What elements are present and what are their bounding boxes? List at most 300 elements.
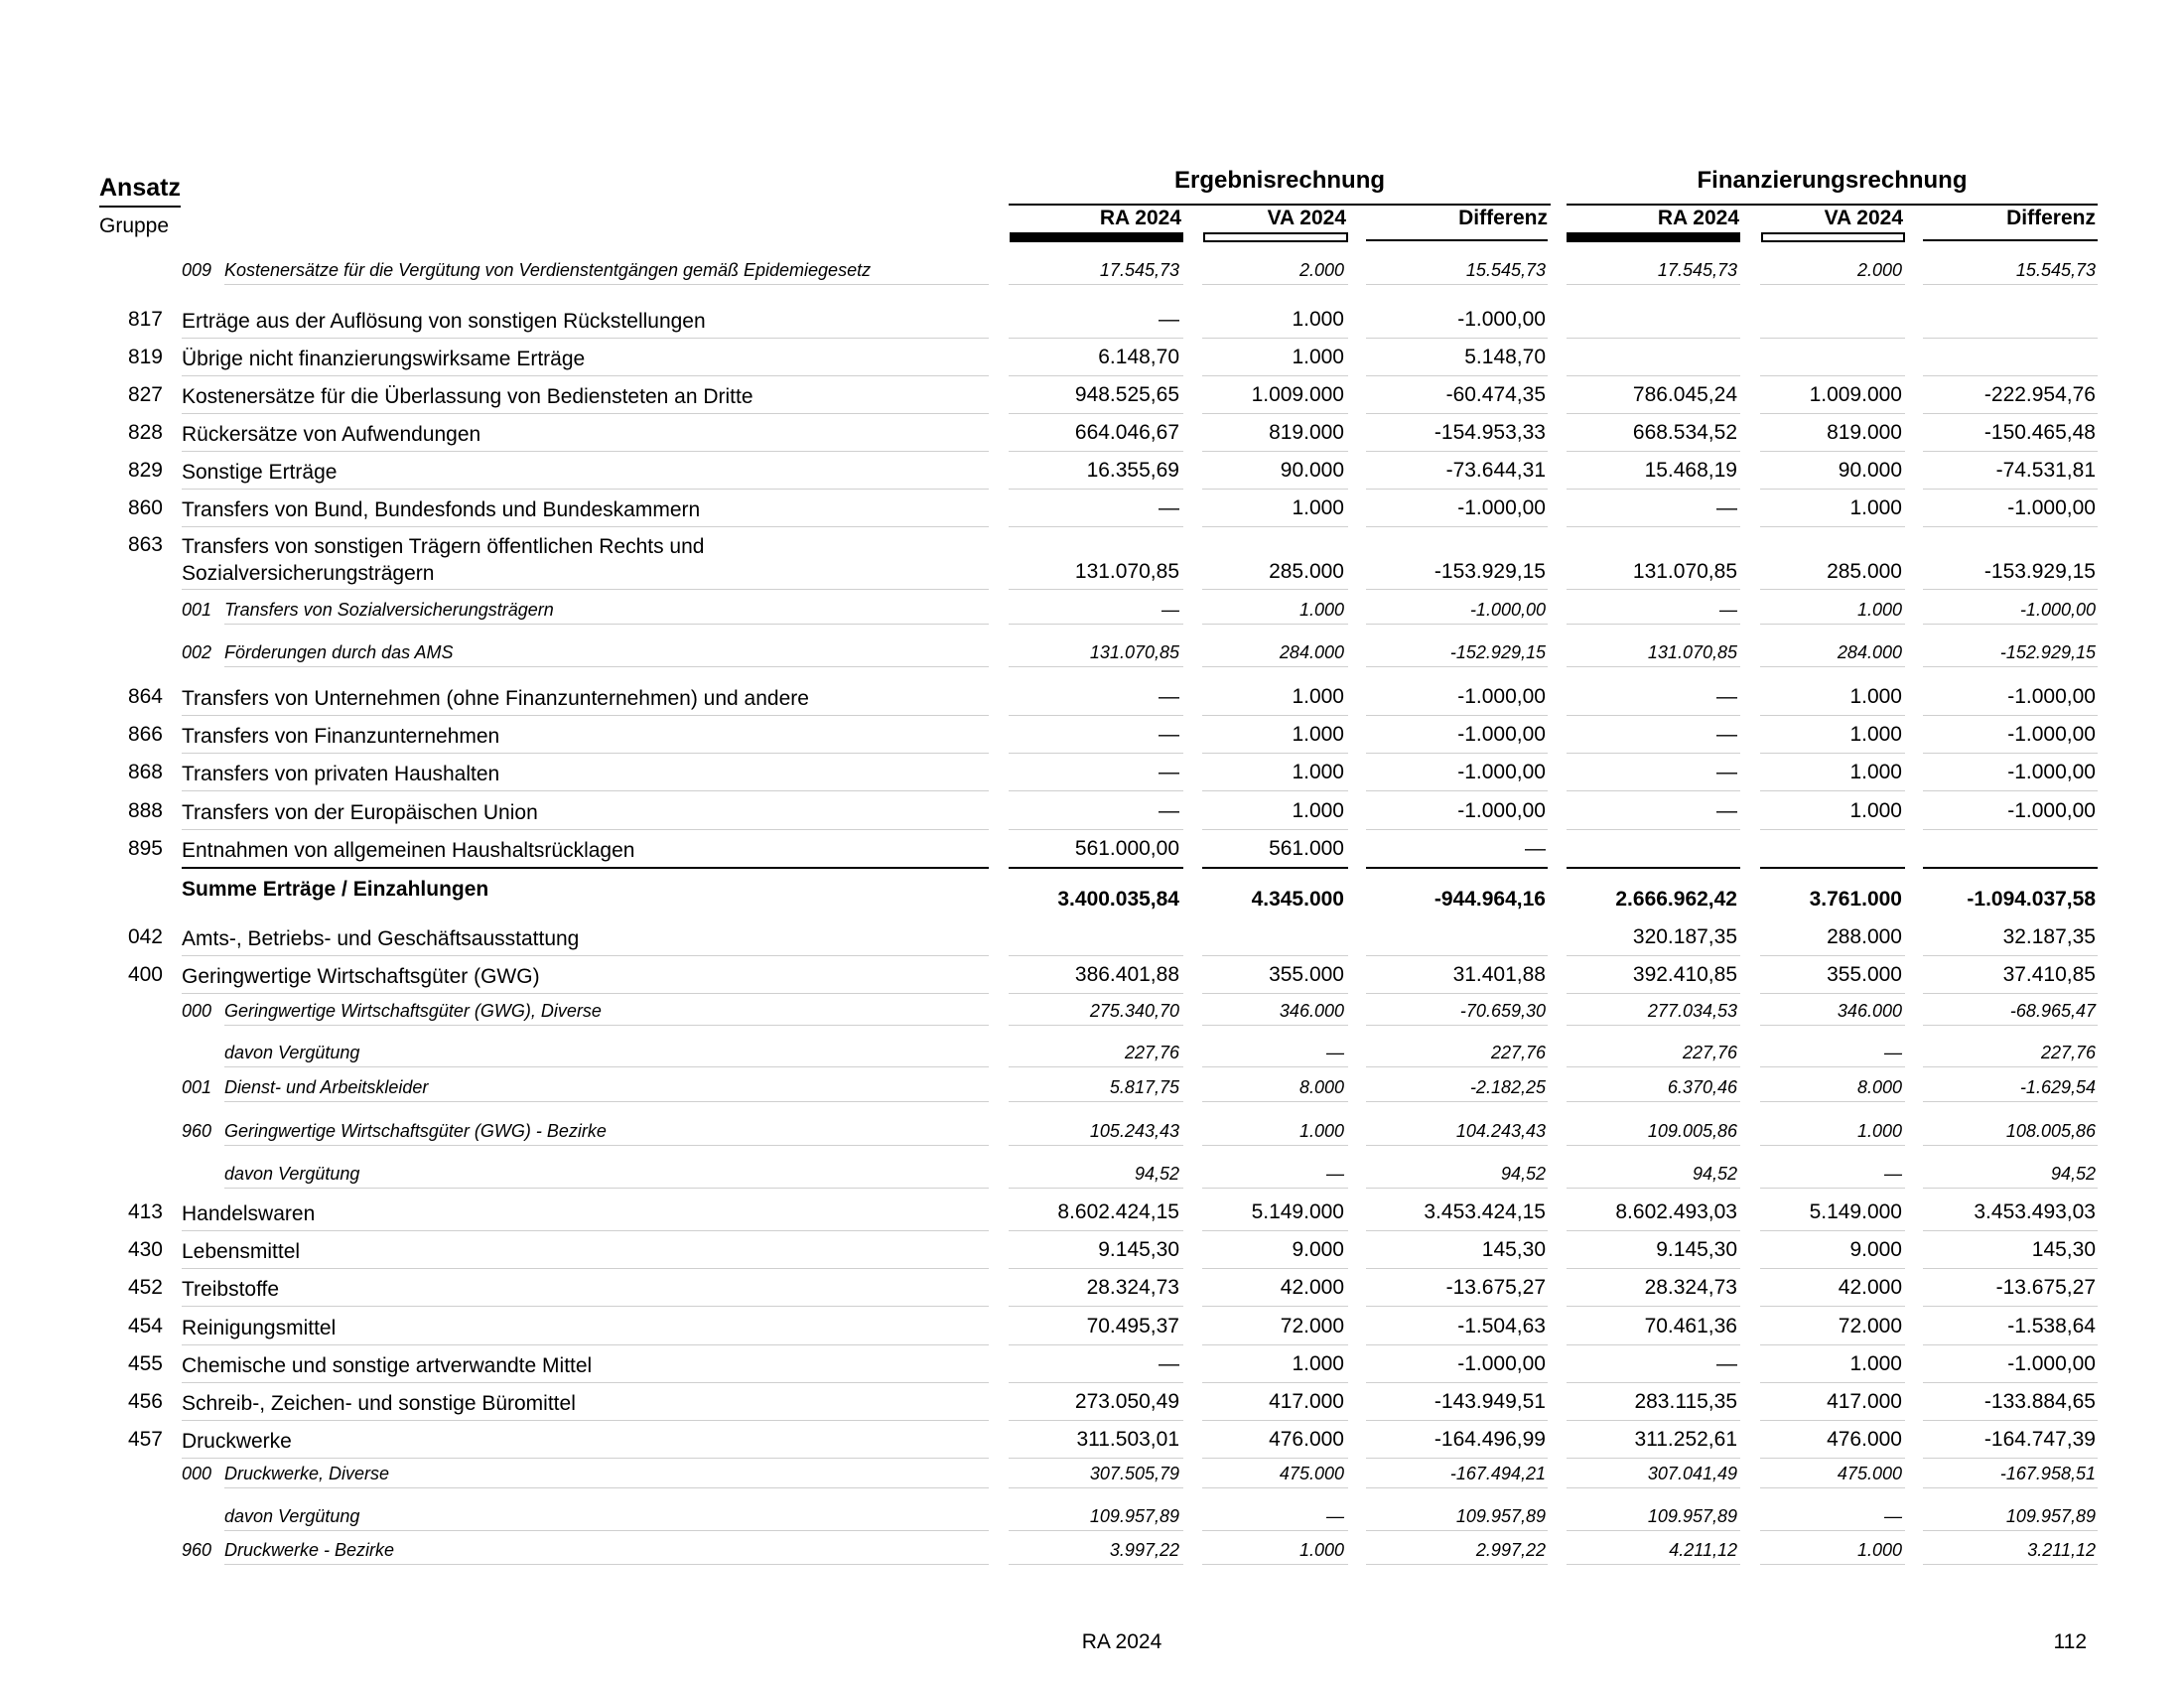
cell-rule: [1202, 1306, 1348, 1307]
value-cell: —: [1161, 600, 1179, 620]
value-cell: 1.000: [1298, 1121, 1344, 1141]
value-cell: -13.675,27: [1445, 1276, 1546, 1299]
value-cell: 1.000: [1849, 723, 1902, 746]
cell-rule: [1567, 1420, 1740, 1421]
cell-rule: [1923, 624, 2098, 625]
value-cell: 285.000: [1269, 560, 1344, 583]
item-label: Handelswaren: [182, 1202, 316, 1225]
value-cell: 2.666.962,42: [1615, 888, 1737, 911]
value-cell: 145,30: [1481, 1238, 1546, 1261]
value-cell: -143.949,51: [1433, 1390, 1546, 1413]
item-label: Geringwertige Wirtschaftsgüter (GWG): [182, 965, 540, 988]
cell-rule: [1202, 1230, 1348, 1231]
item-label: Chemische und sonstige artverwandte Mittel: [182, 1354, 593, 1377]
cell-rule: [1760, 715, 1905, 716]
cell-rule: [1202, 1382, 1348, 1383]
value-cell: 9.000: [1292, 1238, 1344, 1261]
cell-rule: [1567, 955, 1740, 956]
cell-rule: [1009, 624, 1183, 625]
cell-rule: [1567, 1306, 1740, 1307]
cell-rule: [1202, 1344, 1348, 1345]
column-header-ra-2024-fin: RA 2024: [1657, 207, 1739, 229]
value-cell: 5.817,75: [1109, 1077, 1179, 1097]
cell-rule: [1202, 375, 1348, 376]
cell-rule: [1202, 338, 1348, 339]
cell-rule: [1202, 1188, 1348, 1189]
cell-rule: [1366, 1025, 1548, 1026]
sub-item-code: 001: [182, 600, 212, 620]
value-cell: 8.602.424,15: [1057, 1200, 1179, 1223]
value-cell: 320.187,35: [1632, 925, 1737, 948]
value-cell: -153.929,15: [1983, 560, 2096, 583]
value-cell: 1.000: [1298, 1540, 1344, 1560]
value-cell: -164.747,39: [1983, 1428, 2096, 1451]
value-cell: 1.000: [1298, 600, 1344, 620]
value-cell: 475.000: [1837, 1464, 1902, 1483]
value-cell: 3.400.035,84: [1057, 888, 1179, 911]
cell-rule: [1567, 1145, 1740, 1146]
value-cell: —: [1716, 723, 1737, 746]
value-cell: 417.000: [1827, 1390, 1902, 1413]
cell-rule: [1202, 1420, 1348, 1421]
value-cell: 104.243,43: [1455, 1121, 1546, 1141]
cell-rule: [1202, 451, 1348, 452]
column-header-differenz-fin: Differenz: [2006, 207, 2096, 229]
cell-rule: [1366, 1268, 1548, 1269]
cell-rule: [1009, 955, 1183, 956]
cell-rule: [1923, 589, 2098, 590]
value-cell: 70.461,36: [1644, 1315, 1737, 1337]
cell-rule: [1923, 1066, 2098, 1067]
cell-rule: [1366, 955, 1548, 956]
item-code: 454: [127, 1315, 163, 1337]
group-title-finanzierungsrechnung: Finanzierungsrechnung: [1697, 167, 1968, 194]
cell-rule: [1366, 1564, 1548, 1565]
cell-rule: [1366, 993, 1548, 994]
cell-rule: [1009, 993, 1183, 994]
cell-rule: [1202, 413, 1348, 414]
cell-rule: [1923, 526, 2098, 527]
cell-rule: [1202, 1268, 1348, 1269]
value-cell: 109.957,89: [2005, 1506, 2096, 1526]
value-cell: —: [1159, 308, 1179, 331]
value-cell: 5.149.000: [1251, 1200, 1344, 1223]
item-label: Transfers von Bund, Bundesfonds und Bundeskammern: [182, 498, 701, 521]
row-rule: [224, 284, 989, 285]
row-rule: [224, 1188, 989, 1189]
cell-rule: [1760, 1420, 1905, 1421]
column-header-va-2024: VA 2024: [1267, 207, 1346, 229]
value-cell: 9.000: [1849, 1238, 1902, 1261]
value-cell: 3.997,22: [1109, 1540, 1179, 1560]
value-cell: 1.000: [1292, 799, 1344, 822]
column-header-ra-2024: RA 2024: [1099, 207, 1181, 229]
row-rule: [182, 526, 989, 527]
cell-rule: [1760, 589, 1905, 590]
cell-rule: [1009, 829, 1183, 830]
cell-rule: [1760, 1145, 1905, 1146]
value-cell: 1.000: [1856, 600, 1902, 620]
value-cell: 94,52: [1692, 1164, 1737, 1184]
sub-item-code: 001: [182, 1077, 212, 1097]
value-cell: —: [1326, 1043, 1344, 1062]
value-cell: 417.000: [1269, 1390, 1344, 1413]
cell-rule: [1760, 753, 1905, 754]
item-code: 895: [127, 837, 163, 860]
value-cell: 1.000: [1292, 761, 1344, 783]
value-cell: 15.545,73: [2015, 260, 2096, 280]
cell-rule: [1202, 1487, 1348, 1488]
value-cell: 3.453.493,03: [1974, 1200, 2096, 1223]
row-rule: [224, 1530, 989, 1531]
value-cell: 307.505,79: [1089, 1464, 1179, 1483]
cell-rule: [1009, 1344, 1183, 1345]
value-cell: 3.761.000: [1809, 888, 1902, 911]
value-cell: 1.000: [1292, 346, 1344, 368]
cell-rule: [1760, 451, 1905, 452]
value-cell: 475.000: [1279, 1464, 1344, 1483]
value-cell: 227,76: [2040, 1043, 2096, 1062]
value-cell: -1.000,00: [1457, 799, 1546, 822]
value-cell: -133.884,65: [1983, 1390, 2096, 1413]
cell-rule: [1760, 489, 1905, 490]
value-cell: —: [1159, 1352, 1179, 1375]
cell-rule: [1366, 829, 1548, 830]
column-header-differenz: Differenz: [1458, 207, 1548, 229]
cell-rule: [1567, 1530, 1740, 1531]
value-cell: 109.957,89: [1647, 1506, 1737, 1526]
cell-rule: [1567, 1230, 1740, 1231]
value-cell: 1.000: [1292, 308, 1344, 331]
cell-rule: [1760, 1487, 1905, 1488]
value-cell: -164.496,99: [1433, 1428, 1546, 1451]
value-cell: -152.929,15: [1449, 642, 1546, 662]
item-code: 400: [127, 963, 163, 986]
cell-rule: [1202, 1458, 1348, 1459]
row-rule: [182, 489, 989, 490]
cell-rule: [1202, 624, 1348, 625]
cell-rule: [1923, 993, 2098, 994]
item-code: 829: [127, 459, 163, 482]
cell-rule: [1366, 1145, 1548, 1146]
sub-item-label: davon Vergütung: [224, 1506, 360, 1526]
cell-rule: [1923, 867, 2098, 869]
value-cell: 1.000: [1856, 1540, 1902, 1560]
cell-rule: [1202, 1101, 1348, 1102]
value-cell: 346.000: [1837, 1001, 1902, 1021]
row-rule: [182, 993, 989, 994]
value-cell: 94,52: [1134, 1164, 1179, 1184]
sub-item-code: 960: [182, 1121, 212, 1141]
cell-rule: [1923, 1101, 2098, 1102]
value-cell: 28.324,73: [1086, 1276, 1179, 1299]
item-label: Transfers von der Europäischen Union: [182, 801, 538, 824]
row-rule: [182, 753, 989, 754]
value-cell: 131.070,85: [1632, 560, 1737, 583]
cell-rule: [1567, 829, 1740, 830]
value-cell: 311.252,61: [1634, 1428, 1737, 1451]
cell-rule: [1366, 451, 1548, 452]
cell-rule: [1009, 451, 1183, 452]
cell-rule: [1760, 1564, 1905, 1565]
cell-rule: [1366, 284, 1548, 285]
value-cell: 1.000: [1849, 761, 1902, 783]
item-code: 828: [127, 421, 163, 444]
cell-rule: [1923, 1487, 2098, 1488]
value-cell: 1.000: [1849, 685, 1902, 708]
sub-item-code: 009: [182, 260, 212, 280]
sub-item-code: 000: [182, 1464, 212, 1483]
cell-rule: [1567, 715, 1740, 716]
value-cell: 227,76: [1490, 1043, 1546, 1062]
cell-rule: [1009, 1530, 1183, 1531]
value-cell: -1.000,00: [1457, 1352, 1546, 1375]
value-cell: -1.000,00: [1457, 496, 1546, 519]
value-cell: 277.034,53: [1647, 1001, 1737, 1021]
cell-rule: [1366, 489, 1548, 490]
cell-rule: [1202, 284, 1348, 285]
item-code: 457: [127, 1428, 163, 1451]
value-cell: 5.149.000: [1809, 1200, 1902, 1223]
cell-rule: [1923, 1188, 2098, 1189]
value-cell: -152.929,15: [1999, 642, 2096, 662]
row-rule: [182, 589, 989, 590]
cell-rule: [1760, 375, 1905, 376]
value-cell: 17.545,73: [1099, 260, 1179, 280]
cell-rule: [1202, 666, 1348, 667]
value-cell: 948.525,65: [1074, 383, 1179, 406]
sub-item-label: Transfers von Sozialversicherungsträgern: [224, 600, 554, 620]
group-title-ergebnisrechnung: Ergebnisrechnung: [1173, 167, 1386, 194]
row-rule: [224, 1564, 989, 1565]
value-cell: -153.929,15: [1433, 560, 1546, 583]
value-cell: —: [1719, 600, 1737, 620]
cell-rule: [1009, 1230, 1183, 1231]
value-cell: -1.000,00: [1457, 308, 1546, 331]
cell-rule: [1923, 1268, 2098, 1269]
cell-rule: [1202, 526, 1348, 527]
cell-rule: [1567, 1564, 1740, 1565]
cell-rule: [1366, 1382, 1548, 1383]
cell-rule: [1009, 1487, 1183, 1488]
cell-rule: [1366, 1230, 1548, 1231]
row-rule: [224, 666, 989, 667]
cell-rule: [1009, 1420, 1183, 1421]
value-cell: 476.000: [1827, 1428, 1902, 1451]
cell-rule: [1009, 338, 1183, 339]
row-rule: [182, 829, 989, 830]
item-code: 817: [127, 308, 163, 331]
item-code: 452: [127, 1276, 163, 1299]
value-cell: —: [1716, 761, 1737, 783]
cell-rule: [1202, 1564, 1348, 1565]
item-label: Übrige nicht finanzierungswirksame Erträge: [182, 348, 586, 370]
value-cell: 1.000: [1849, 1352, 1902, 1375]
value-cell: 2.000: [1298, 260, 1344, 280]
footer-document-title: RA 2024: [1081, 1630, 1162, 1653]
value-cell: 17.545,73: [1657, 260, 1737, 280]
cell-rule: [1567, 489, 1740, 490]
cell-rule: [1366, 375, 1548, 376]
value-cell: -13.675,27: [1995, 1276, 2096, 1299]
value-cell: 8.000: [1298, 1077, 1344, 1097]
cell-rule: [1009, 1066, 1183, 1067]
item-code: 866: [127, 723, 163, 746]
cell-rule: [1923, 1458, 2098, 1459]
cell-rule: [1567, 993, 1740, 994]
cell-rule: [1760, 1025, 1905, 1026]
cell-rule: [1009, 1458, 1183, 1459]
cell-rule: [1923, 829, 2098, 830]
item-label: Schreib-, Zeichen- und sonstige Büromittel: [182, 1392, 576, 1415]
value-cell: 42.000: [1838, 1276, 1902, 1299]
value-cell: -2.182,25: [1469, 1077, 1546, 1097]
cell-rule: [1009, 1188, 1183, 1189]
value-cell: -73.644,31: [1445, 459, 1546, 482]
value-cell: -1.000,00: [2007, 685, 2096, 708]
cell-rule: [1567, 790, 1740, 791]
cell-rule: [1202, 589, 1348, 590]
value-cell: 2.997,22: [1475, 1540, 1546, 1560]
value-cell: —: [1159, 723, 1179, 746]
cell-rule: [1009, 1145, 1183, 1146]
cell-rule: [1760, 1268, 1905, 1269]
value-cell: -1.000,00: [1457, 685, 1546, 708]
row-rule: [224, 624, 989, 625]
sub-item-label: Geringwertige Wirtschaftsgüter (GWG) - Bezirke: [224, 1121, 607, 1141]
item-label: Reinigungsmittel: [182, 1317, 337, 1339]
row-rule: [182, 1420, 989, 1421]
cell-rule: [1366, 1306, 1548, 1307]
cell-rule: [1923, 284, 2098, 285]
item-code: 888: [127, 799, 163, 822]
value-cell: -60.474,35: [1445, 383, 1546, 406]
row-rule: [182, 338, 989, 339]
cell-rule: [1202, 1025, 1348, 1026]
value-cell: 273.050,49: [1074, 1390, 1179, 1413]
value-cell: 105.243,43: [1089, 1121, 1179, 1141]
total-label: Summe Erträge / Einzahlungen: [182, 878, 489, 901]
row-rule: [182, 1458, 989, 1459]
value-cell: —: [1326, 1506, 1344, 1526]
cell-rule: [1366, 526, 1548, 527]
value-cell: -154.953,33: [1433, 421, 1546, 444]
cell-rule: [1567, 451, 1740, 452]
value-cell: 72.000: [1280, 1315, 1344, 1337]
cell-rule: [1760, 1101, 1905, 1102]
value-cell: 1.000: [1292, 496, 1344, 519]
value-cell: 131.070,85: [1647, 642, 1737, 662]
item-label: Lebensmittel: [182, 1240, 301, 1263]
value-cell: 145,30: [2031, 1238, 2096, 1261]
value-cell: 355.000: [1269, 963, 1344, 986]
sub-item-label: davon Vergütung: [224, 1043, 360, 1062]
cell-rule: [1760, 790, 1905, 791]
cell-rule: [1567, 589, 1740, 590]
value-cell: 1.009.000: [1251, 383, 1344, 406]
value-cell: 3.453.424,15: [1424, 1200, 1546, 1223]
cell-rule: [1202, 489, 1348, 490]
item-code: 868: [127, 761, 163, 783]
cell-rule: [1760, 867, 1905, 869]
item-label: Transfers von Finanzunternehmen: [182, 725, 500, 748]
cell-rule: [1366, 1420, 1548, 1421]
value-cell: 90.000: [1838, 459, 1902, 482]
value-cell: -1.504,63: [1457, 1315, 1546, 1337]
cell-rule: [1366, 338, 1548, 339]
cell-rule: [1366, 790, 1548, 791]
cell-rule: [1366, 413, 1548, 414]
cell-rule: [1567, 1382, 1740, 1383]
value-cell: 227,76: [1124, 1043, 1179, 1062]
value-cell: 307.041,49: [1647, 1464, 1737, 1483]
value-cell: 786.045,24: [1632, 383, 1737, 406]
cell-rule: [1760, 829, 1905, 830]
value-cell: 15.468,19: [1644, 459, 1737, 482]
cell-rule: [1567, 413, 1740, 414]
cell-rule: [1760, 338, 1905, 339]
row-rule: [182, 1344, 989, 1345]
item-label: Erträge aus der Auflösung von sonstigen Rückstellungen: [182, 310, 706, 333]
item-label: Entnahmen von allgemeinen Haushaltsrücklagen: [182, 839, 635, 862]
sub-item-label: Förderungen durch das AMS: [224, 642, 454, 662]
value-cell: -1.000,00: [2007, 1352, 2096, 1375]
value-cell: -150.465,48: [1983, 421, 2096, 444]
cell-rule: [1567, 1268, 1740, 1269]
value-cell: 288.000: [1827, 925, 1902, 948]
value-cell: —: [1716, 685, 1737, 708]
cell-rule: [1009, 666, 1183, 667]
cell-rule: [1760, 1188, 1905, 1189]
value-cell: -70.659,30: [1459, 1001, 1546, 1021]
value-cell: —: [1326, 1164, 1344, 1184]
item-label-continued: Sozialversicherungsträgern: [182, 562, 435, 585]
cell-rule: [1202, 955, 1348, 956]
cell-rule: [1567, 1188, 1740, 1189]
value-cell: —: [1159, 496, 1179, 519]
cell-rule: [1202, 1145, 1348, 1146]
value-cell: -1.000,00: [2007, 799, 2096, 822]
cell-rule: [1567, 1025, 1740, 1026]
item-code: 042: [127, 925, 163, 948]
row-rule: [182, 413, 989, 414]
value-cell: 1.000: [1292, 1352, 1344, 1375]
cell-rule: [1760, 624, 1905, 625]
cell-rule: [1567, 375, 1740, 376]
ansatz-heading: Ansatz: [99, 171, 181, 208]
sub-item-label: davon Vergütung: [224, 1164, 360, 1184]
value-cell: -944.964,16: [1433, 888, 1546, 911]
cell-rule: [1760, 1344, 1905, 1345]
row-rule: [224, 1487, 989, 1488]
cell-rule: [1009, 413, 1183, 414]
item-code: 863: [127, 533, 163, 556]
value-cell: 108.005,86: [2005, 1121, 2096, 1141]
cell-rule: [1366, 1188, 1548, 1189]
item-label: Transfers von Unternehmen (ohne Finanzunternehmen) und andere: [182, 687, 809, 710]
value-cell: 31.401,88: [1452, 963, 1546, 986]
cell-rule: [1923, 338, 2098, 339]
value-cell: 283.115,35: [1634, 1390, 1737, 1413]
value-cell: 6.370,46: [1667, 1077, 1737, 1097]
value-cell: 9.145,30: [1656, 1238, 1737, 1261]
value-cell: 285.000: [1827, 560, 1902, 583]
item-code: 456: [127, 1390, 163, 1413]
value-cell: -167.958,51: [1999, 1464, 2096, 1483]
cell-rule: [1366, 715, 1548, 716]
cell-rule: [1202, 993, 1348, 994]
row-rule: [224, 1145, 989, 1146]
